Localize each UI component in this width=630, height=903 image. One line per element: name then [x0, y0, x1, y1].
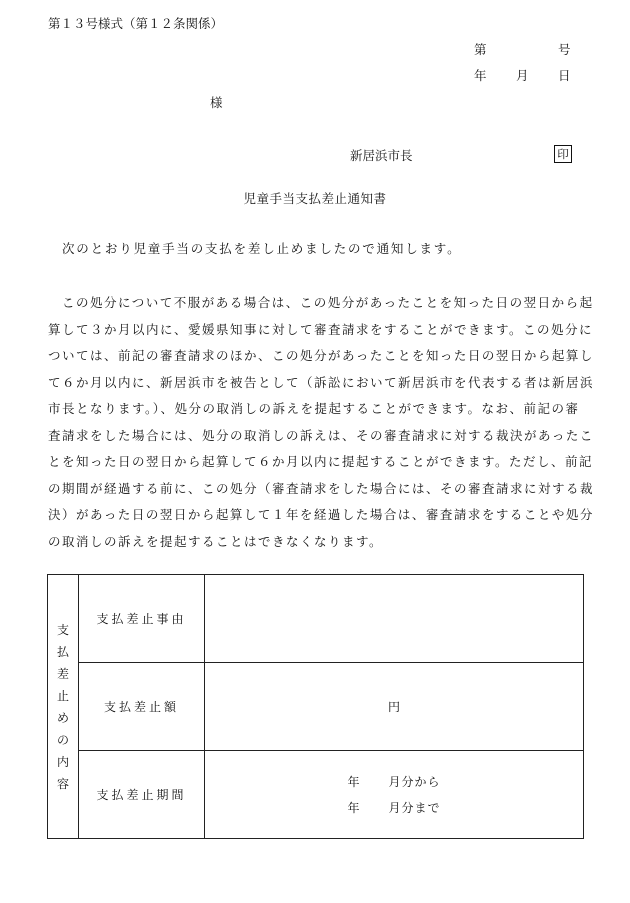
period-label: 支払差止期間	[79, 751, 205, 839]
period-from-year: 年	[347, 774, 361, 789]
document-title: 児童手当支払差止通知書	[243, 191, 387, 206]
appeal-instructions	[48, 290, 595, 555]
reason-label: 支払差止事由	[79, 575, 205, 663]
appeal-line: の期間が経過する前に、この処分（審査請求をした場合には、その審査請求に対する裁	[48, 480, 595, 496]
form-number: 第１３号様式（第１２条関係）	[48, 16, 224, 31]
amount-label: 支払差止額	[79, 663, 205, 751]
appeal-line: 市長となります。）、処分の取消しの訴えを提起することができます。なお、前記の審	[48, 401, 580, 416]
date-year: 年	[474, 68, 487, 83]
amount-value-cell	[205, 663, 584, 751]
period-to-year: 年	[347, 800, 361, 815]
section-header-cell	[48, 575, 79, 839]
issuer-name: 新居浜市長	[350, 148, 413, 163]
date-day: 日	[558, 68, 571, 83]
period-from	[205, 769, 583, 795]
appeal-line: この処分について不服がある場合は、この処分があったことを知った日の翌日から起	[62, 295, 594, 310]
seal-mark: 印	[554, 145, 572, 163]
amount-unit: 円	[387, 700, 400, 714]
notice-text: 次のとおり児童手当の支払を差し止めましたので通知します。	[62, 241, 462, 256]
period-to-month: 月分まで	[388, 800, 441, 815]
appeal-line: 査請求をした場合には、処分の取消しの訴えは、その審査請求に対する裁決があったこ	[48, 427, 594, 443]
ref-prefix: 第	[474, 42, 487, 57]
appeal-line: の取消しの訴えを提起することはできなくなります。	[48, 533, 384, 549]
addressee: 様	[210, 95, 223, 110]
appeal-line: とを知った日の翌日から起算して６か月以内に提起することができます。ただし、前記	[48, 454, 594, 469]
suspension-details-table	[47, 574, 584, 839]
appeal-line: 算して３か月以内に、愛媛県知事に対して審査請求をすることができます。この処分に	[48, 321, 594, 337]
period-to	[205, 795, 583, 821]
appeal-line: 決）があった日の翌日から起算して１年を経過した場合は、審査請求をすることや処分	[48, 507, 594, 522]
date-month: 月	[516, 68, 529, 83]
appeal-line: ついては、前記の審査請求のほか、この処分があったことを知った日の翌日から起算し	[48, 348, 594, 363]
appeal-line: て６か月以内に、新居浜市を被告として（訴訟において新居浜市を代表する者は新居浜	[48, 374, 595, 390]
period-from-month: 月分から	[388, 774, 441, 789]
reason-value	[205, 575, 584, 663]
ref-suffix: 号	[558, 42, 571, 57]
period-value-cell	[205, 751, 584, 839]
section-header: 支払差止めの内容	[56, 622, 69, 791]
